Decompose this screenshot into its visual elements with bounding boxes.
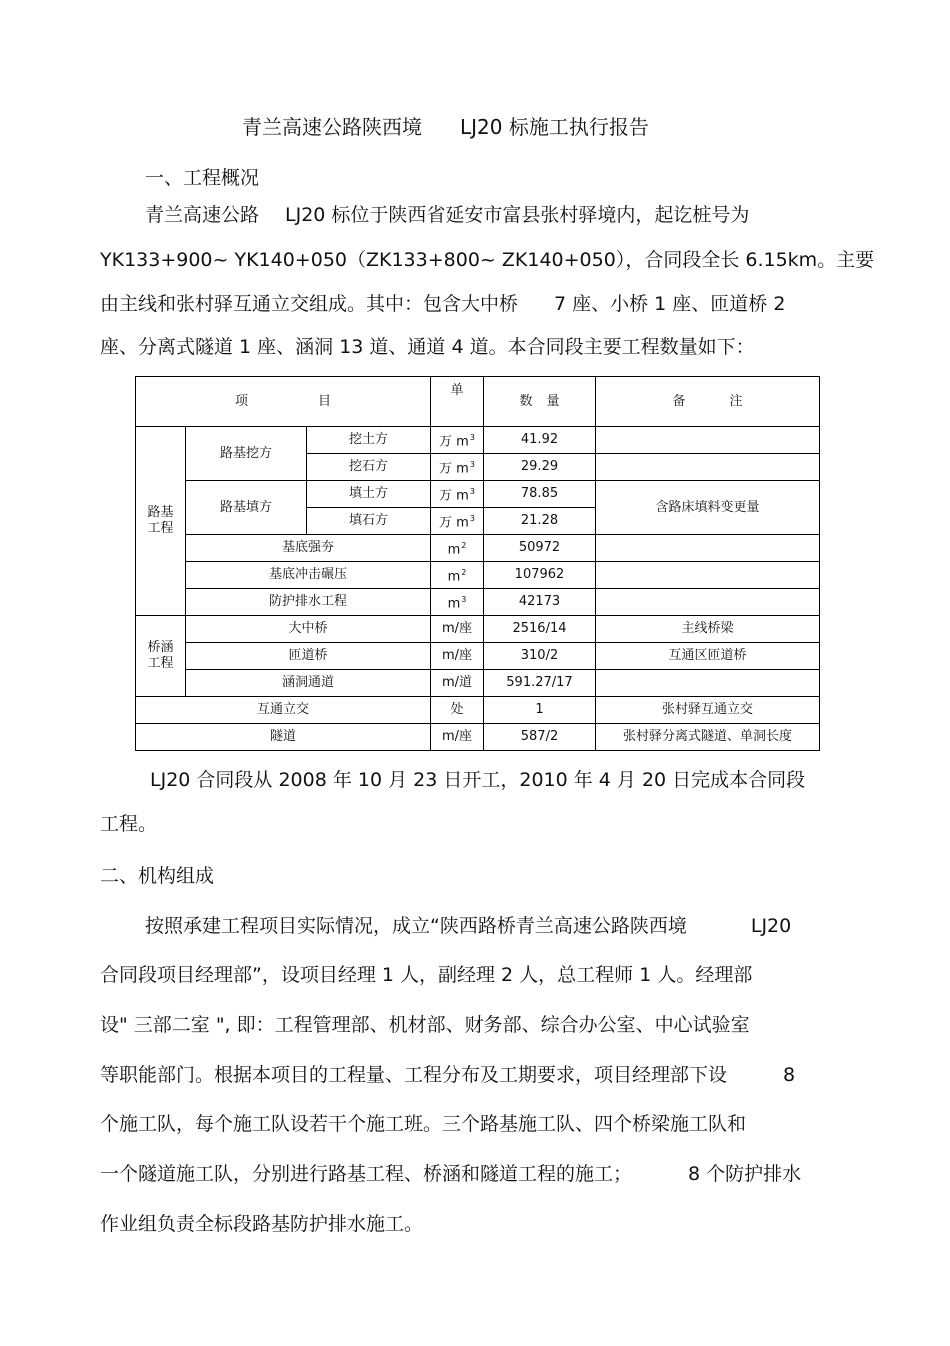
cell-qty: 41.92 (484, 427, 596, 454)
section-1-line-2 (100, 248, 874, 272)
cell-item: 防护排水工程 (186, 589, 431, 616)
subgroup-dig: 路基挖方 (186, 427, 307, 481)
cell-qty: 310/2 (484, 643, 596, 670)
text-span: 7 座、小桥 1 座、匝道桥 2 (554, 293, 786, 315)
cell-note (596, 589, 820, 616)
cell-note: 互通区匝道桥 (596, 643, 820, 670)
section-2-heading: 二、机构组成 (100, 865, 215, 887)
text-span: m (447, 542, 461, 558)
cell-item: 填土方 (307, 481, 431, 508)
text-span: 座、分离式隧道 1 座、涵洞 13 道、通道 4 道。本合同段主要工程数量如下： (100, 336, 755, 358)
cell-note (596, 427, 820, 454)
group-roadbed (136, 427, 186, 616)
section-1-line-4 (100, 335, 755, 359)
cell-note: 含路床填料变更量 (596, 481, 820, 535)
table-row (136, 535, 820, 562)
cell-unit: 处 (431, 697, 484, 724)
text-span: 工程 (147, 521, 174, 536)
section-1-heading: 一、工程概况 (145, 167, 260, 189)
text-span: 由主线和张村驿互通立交组成。其中：包含大中桥 (100, 293, 519, 315)
completion-line-2: 工程。 (100, 813, 158, 835)
cell-qty: 29.29 (484, 454, 596, 481)
table-row (136, 589, 820, 616)
header-qty (484, 377, 596, 427)
section-2-line-1 (145, 914, 791, 938)
cell-item: 挖土方 (307, 427, 431, 454)
cell-unit: m/座 (431, 724, 484, 751)
table-row (136, 481, 820, 508)
completion-line-1: LJ20 合同段从 2008 年 10 月 23 日开工，2010 年 4 月 20 日完成本合同段 (150, 769, 806, 791)
table-row (136, 724, 820, 751)
section-2-line-2: 合同段项目经理部”，设项目经理 1 人，副经理 2 人，总工程师 1 人。经理部 (100, 964, 753, 986)
text-span: 2 (461, 540, 467, 550)
subgroup-fill: 路基填方 (186, 481, 307, 535)
section-2-line-5: 个施工队，每个施工队设若干个施工班。三个路基施工队、四个桥梁施工队和 (100, 1113, 747, 1135)
header-item (136, 377, 431, 427)
text-span: 注 (729, 393, 743, 409)
cell-note (596, 562, 820, 589)
cell-note: 张村驿分离式隧道、单洞长度 (596, 724, 820, 751)
text-span: 备 (672, 393, 686, 409)
quantities-table (135, 376, 820, 751)
title-part-1: 青兰高速公路陕西境 (242, 115, 422, 139)
cell-item: 互通立交 (136, 697, 431, 724)
cell-unit: m/座 (431, 616, 484, 643)
header-unit (431, 377, 484, 427)
text-span: m (447, 569, 461, 585)
cell-item: 填石方 (307, 508, 431, 535)
text-span: 一个隧道施工队，分别进行路基工程、桥涵和隧道工程的施工； (100, 1163, 633, 1185)
table-row (136, 670, 820, 697)
cell-unit (431, 535, 484, 562)
cell-item: 挖石方 (307, 454, 431, 481)
cell-unit (431, 481, 484, 508)
text-span: 3 (469, 513, 475, 523)
cell-qty: 591.27/17 (484, 670, 596, 697)
text-span: m (447, 596, 461, 612)
text-span: 单 (450, 383, 464, 398)
title-part-2: LJ20 标施工执行报告 (460, 115, 649, 139)
text-span: LJ20 (750, 915, 792, 937)
section-1-line-1 (145, 203, 749, 227)
cell-qty: 21.28 (484, 508, 596, 535)
section-2-line-7: 作业组负责全标段路基防护排水施工。 (100, 1213, 424, 1235)
text-span: 万 m (439, 515, 469, 531)
cell-qty: 42173 (484, 589, 596, 616)
cell-note (596, 535, 820, 562)
text-span: 8 (783, 1064, 796, 1086)
cell-qty: 2516/14 (484, 616, 596, 643)
cell-item: 匝道桥 (186, 643, 431, 670)
table-row (136, 697, 820, 724)
cell-note: 主线桥梁 (596, 616, 820, 643)
document-title (242, 115, 649, 139)
cell-qty: 587/2 (484, 724, 596, 751)
group-bridge (136, 616, 186, 697)
cell-note: 张村驿互通立交 (596, 697, 820, 724)
table-row (136, 427, 820, 454)
text-span: 万 m (439, 488, 469, 504)
table-row (136, 562, 820, 589)
cell-unit (431, 427, 484, 454)
text-span: 青兰高速公路 (145, 204, 260, 226)
table-header-row (136, 377, 820, 427)
text-span: 桥涵 (147, 640, 174, 655)
cell-unit: m/道 (431, 670, 484, 697)
text-span: 3 (469, 486, 475, 496)
section-2-line-3: 设" 三部二室 ", 即：工程管理部、机材部、财务部、综合办公室、中心试验室 (100, 1014, 750, 1036)
cell-item: 涵洞通道 (186, 670, 431, 697)
cell-note (596, 454, 820, 481)
cell-qty: 78.85 (484, 481, 596, 508)
text-span: 万 m (439, 461, 469, 477)
text-span: ，合同段全长 6.15km。主要 (625, 249, 875, 271)
text-span: LJ20 标位于陕西省延安市富县张村驿境内，起讫桩号为 (285, 204, 750, 226)
cell-note (596, 670, 820, 697)
text-span: 目 (318, 393, 332, 409)
cell-unit (431, 454, 484, 481)
text-span: 路基 (147, 505, 174, 520)
cell-unit (431, 589, 484, 616)
cell-item: 基底强夯 (186, 535, 431, 562)
text-span: 万 m (439, 434, 469, 450)
text-span: 3 (469, 432, 475, 442)
header-note (596, 377, 820, 427)
cell-item: 隧道 (136, 724, 431, 751)
text-span: 量 (546, 393, 560, 409)
cell-qty: 107962 (484, 562, 596, 589)
text-span: 3 (461, 594, 467, 604)
text-span: 项 (234, 393, 248, 409)
cell-unit: m/座 (431, 643, 484, 670)
section-2-line-6 (100, 1162, 801, 1186)
cell-unit (431, 508, 484, 535)
cell-qty: 50972 (484, 535, 596, 562)
text-span: 3 (469, 459, 475, 469)
text-span: 数 (519, 393, 533, 409)
cell-item: 大中桥 (186, 616, 431, 643)
text-span: 等职能部门。根据本项目的工程量、工程分布及工期要求，项目经理部下设 (100, 1064, 728, 1086)
table-row (136, 643, 820, 670)
section-1-line-3 (100, 292, 785, 316)
cell-unit (431, 562, 484, 589)
text-span: 2 (461, 567, 467, 577)
table-row (136, 616, 820, 643)
text-span: YK133+900~ YK140+050（ZK133+800~ ZK140+050） (100, 249, 626, 271)
cell-qty: 1 (484, 697, 596, 724)
text-span: 按照承建工程项目实际情况，成立“陕西路桥青兰高速公路陕西境 (145, 915, 687, 937)
text-span: 8 个防护排水 (688, 1163, 802, 1185)
cell-item: 基底冲击碾压 (186, 562, 431, 589)
section-2-line-4 (100, 1063, 795, 1087)
text-span: 工程 (147, 656, 174, 671)
